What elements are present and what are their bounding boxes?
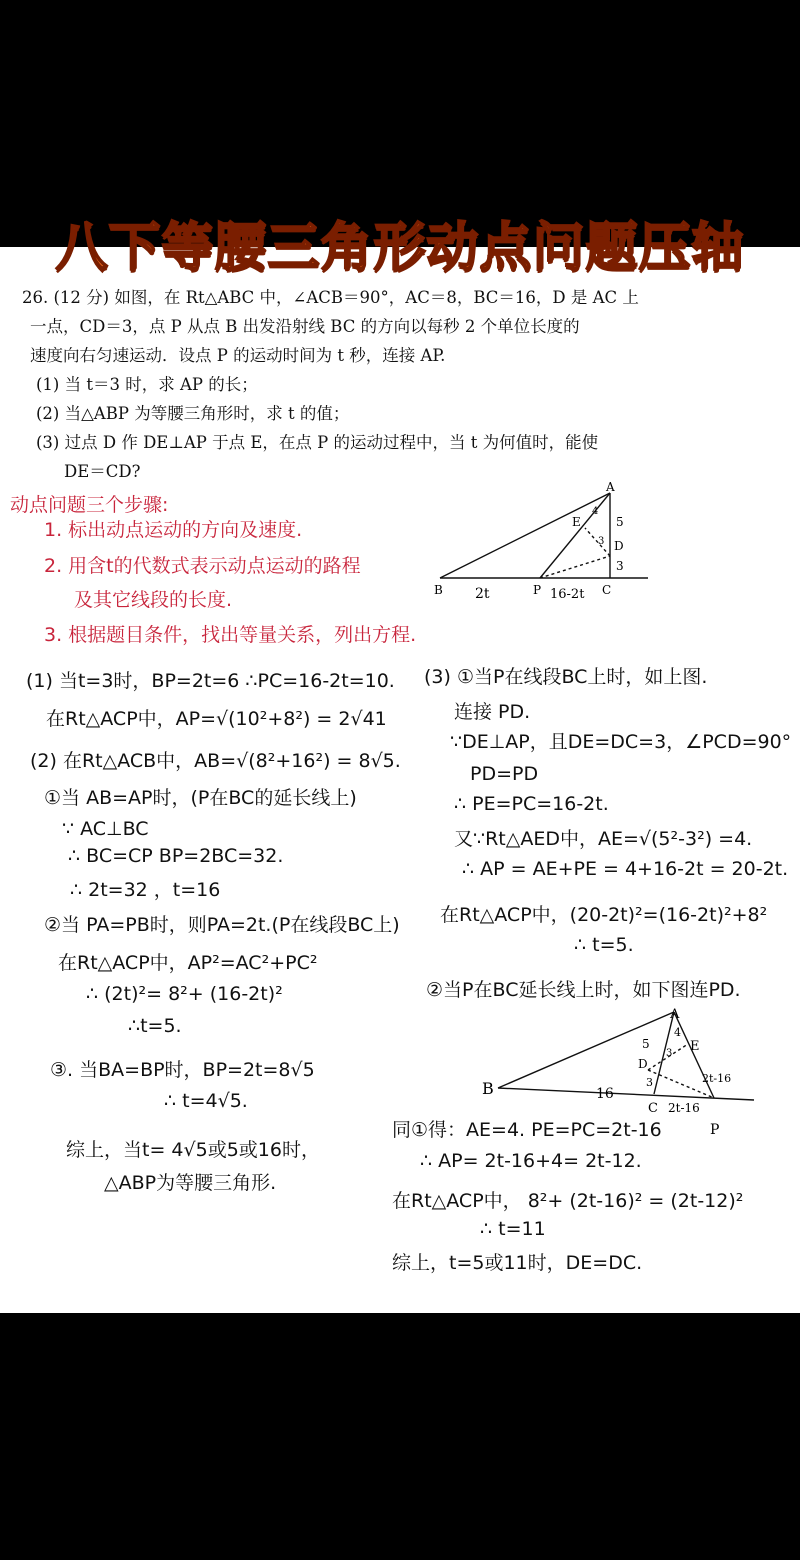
solution-line: △ABP为等腰三角形. [104,1172,277,1194]
solution-line: ②当P在BC延长线上时，如下图连PD. [426,979,741,1001]
solution-line: ∴ PE=PC=16-2t. [454,793,609,815]
solution-line: 综上，t=5或11时，DE=DC. [392,1252,643,1274]
solution-line: 连接 PD. [454,701,531,723]
seg-bc: 16 [596,1086,614,1102]
solution-line: 综上，当t= 4√5或5或16时， [66,1139,320,1161]
seg-de: 3 [666,1048,673,1059]
solution-line: ∴ BC=CP BP=2BC=32. [68,845,284,867]
problem-line: 一点，CD＝3，点 P 从点 B 出发沿射线 BC 的方向以每秒 2 个单位长度的 [30,317,580,336]
seg-dc: 3 [616,559,624,573]
label-p: P [710,1122,720,1138]
solution-line: (2) 在Rt△ACB中，AB=√(8²+16²) = 8√5. [30,750,401,772]
solution-line: 同①得：AE=4. PE=PC=2t-16 [392,1119,662,1141]
step-item: 3. 根据题目条件，找出等量关系，列出方程. [44,624,417,646]
solution-line: 在Rt△ACP中，AP²=AC²+PC² [58,952,318,974]
solution-line: ∴ AP= 2t-16+4= 2t-12. [420,1150,642,1172]
label-b: B [434,583,443,597]
label-p: P [533,583,542,597]
seg-ad: 5 [642,1037,650,1051]
solution-line: 又∵Rt△AED中，AE=√(5²-3²) =4. [454,828,753,850]
page-title: 八下等腰三角形动点问题压轴 [55,218,745,278]
solution-line: 在Rt△ACP中，(20-2t)²=(16-2t)²+8² [440,904,768,926]
seg-pc: 16-2t [550,587,585,602]
solution-line: ②当 PA=PB时，则PA=2t.(P在线段BC上) [44,914,400,936]
label-c: C [648,1101,658,1116]
solution-line: ∴ t=11 [480,1218,546,1240]
solution-line: ①当 AB=AP时，(P在BC的延长线上) [44,787,357,809]
label-d: D [638,1057,648,1071]
label-e: E [690,1039,700,1054]
solution-line: ∴ t=4√5. [164,1090,248,1112]
solution-line: (3) ①当P在线段BC上时，如上图. [424,666,708,688]
label-d: D [614,539,624,553]
solution-line: (1) 当t=3时，BP=2t=6 ∴PC=16-2t=10. [26,670,395,692]
steps-heading: 动点问题三个步骤: [10,494,169,516]
problem-line: 26. (12 分) 如图，在 Rt△ABC 中，∠ACB＝90°，AC＝8，BC＝16，D 是 AC 上 [22,288,639,307]
solution-line: ∴ (2t)²= 8²+ (16-2t)² [86,983,283,1005]
solution-line: ∴t=5. [128,1015,182,1037]
seg-ad: 5 [616,515,624,529]
label-c: C [602,583,612,597]
seg-ae: 4 [592,506,599,517]
problem-line: DE＝CD? [64,462,141,481]
solution-line: ∵DE⊥AP，且DE=DC=3，∠PCD=90° [450,731,792,753]
label-e: E [572,515,581,529]
solution-line: ③. 当BA=BP时，BP=2t=8√5 [50,1059,315,1081]
solution-line: 在Rt△ACP中， 8²+ (2t-16)² = (2t-12)² [392,1190,744,1212]
problem-line: 速度向右匀速运动．设点 P 的运动时间为 t 秒，连接 AP. [30,346,446,365]
seg-dc: 3 [646,1076,653,1089]
seg-ep: 2t-16 [702,1072,732,1085]
step-item: 1. 标出动点运动的方向及速度. [44,519,303,541]
seg-ae: 4 [674,1026,681,1039]
solution-line: 在Rt△ACP中，AP=√(10²+8²) = 2√41 [46,708,387,730]
seg-bp: 2t [475,586,490,602]
problem-line: (2) 当△ABP 为等腰三角形时，求 t 的值； [36,404,350,423]
problem-line: (1) 当 t＝3 时，求 AP 的长； [36,375,258,394]
label-a: A [670,1007,680,1022]
solution-line: ∵ AC⊥BC [62,818,149,840]
diagram-1 [420,478,660,604]
solution-line: ∴ AP = AE+PE = 4+16-2t = 20-2t. [462,858,789,880]
solution-line: ∴ 2t=32 ，t=16 [70,879,221,901]
label-a: A [606,480,615,494]
solution-line: PD=PD [470,763,539,785]
problem-line: (3) 过点 D 作 DE⊥AP 于点 E，在点 P 的运动过程中，当 t 为何值时，能使 [36,433,599,452]
seg-de: 3 [598,536,605,547]
step-item: 及其它线段的长度. [74,589,233,611]
label-b: B [482,1079,494,1098]
seg-cp: 2t-16 [668,1101,700,1115]
step-item: 2. 用含t的代数式表示动点运动的路程 [44,555,361,577]
solution-line: ∴ t=5. [574,934,634,956]
